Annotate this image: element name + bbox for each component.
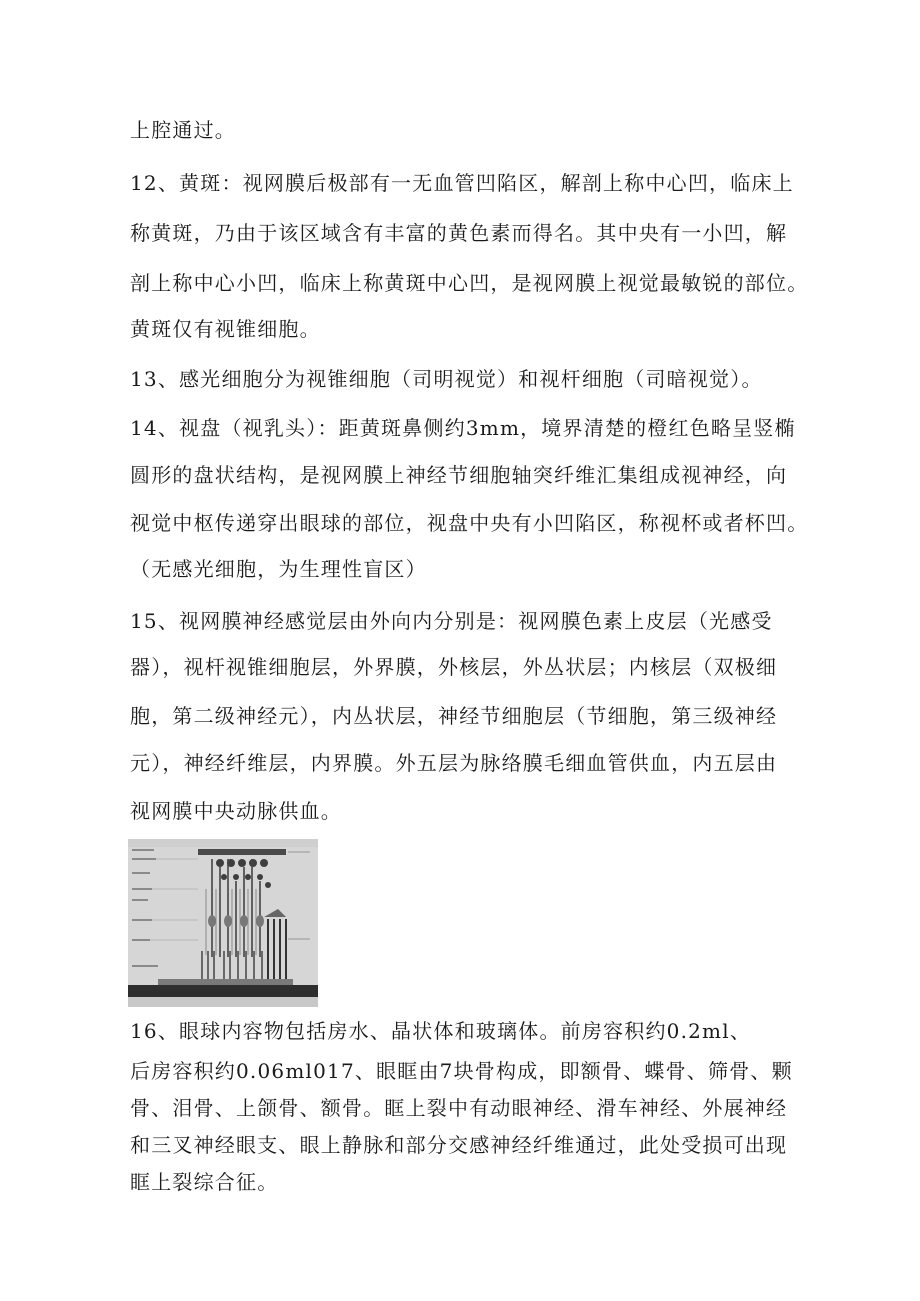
text-line: 称黄斑，乃由于该区域含有丰富的黄色素而得名。其中央有一小凹，解 <box>130 221 788 245</box>
text-line: 视觉中枢传递穿出眼球的部位，视盘中央有小凹陷区，称视杯或者杯凹。 <box>130 511 809 535</box>
text-line: 14、视盘（视乳头）：距黄斑鼻侧约3mm，境界清楚的橙红色略呈竖椭 <box>130 416 796 440</box>
text-line: 胞，第二级神经元），内丛状层，神经节细胞层（节细胞，第三级神经 <box>130 704 778 728</box>
text-line: （无感光细胞，为生理性盲区） <box>130 557 427 581</box>
text-line: 15、视网膜神经感觉层由外向内分别是：视网膜色素上皮层（光感受 <box>130 609 773 633</box>
text-line: 元），神经纤维层，内界膜。外五层为脉络膜毛细血管供血，内五层由 <box>130 751 778 775</box>
text-line: 和三叉神经眼支、眼上静脉和部分交感神经纤维通过，此处受损可出现 <box>130 1133 788 1157</box>
text-line: 黄斑仅有视锥细胞。 <box>130 317 321 341</box>
text-line: 眶上裂综合征。 <box>130 1170 279 1194</box>
text-line: 后房容积约0.06ml017、眼眶由7块骨构成，即额骨、蝶骨、筛骨、颗 <box>130 1059 793 1083</box>
retina-layers-figure <box>128 839 318 1007</box>
text-line: 圆形的盘状结构，是视网膜上神经节细胞轴突纤维汇集组成视神经，向 <box>130 463 788 487</box>
text-line: 器），视杆视锥细胞层，外界膜，外核层，外丛状层；内核层（双极细 <box>130 655 778 679</box>
text-line: 视网膜中央动脉供血。 <box>130 799 342 823</box>
retina-layers-icon <box>128 839 318 1007</box>
text-line: 12、黄斑：视网膜后极部有一无血管凹陷区，解剖上称中心凹，临床上 <box>130 171 794 195</box>
text-line: 骨、泪骨、上颌骨、额骨。眶上裂中有动眼神经、滑车神经、外展神经 <box>130 1096 788 1120</box>
text-line: 上腔通过。 <box>130 118 236 142</box>
text-line: 剖上称中心小凹，临床上称黄斑中心凹，是视网膜上视觉最敏锐的部位。 <box>130 271 809 295</box>
text-line: 16、眼球内容物包括房水、晶状体和玻璃体。前房容积约0.2ml、 <box>130 1019 752 1043</box>
text-line: 13、感光细胞分为视锥细胞（司明视觉）和视杆细胞（司暗视觉）。 <box>130 367 763 391</box>
